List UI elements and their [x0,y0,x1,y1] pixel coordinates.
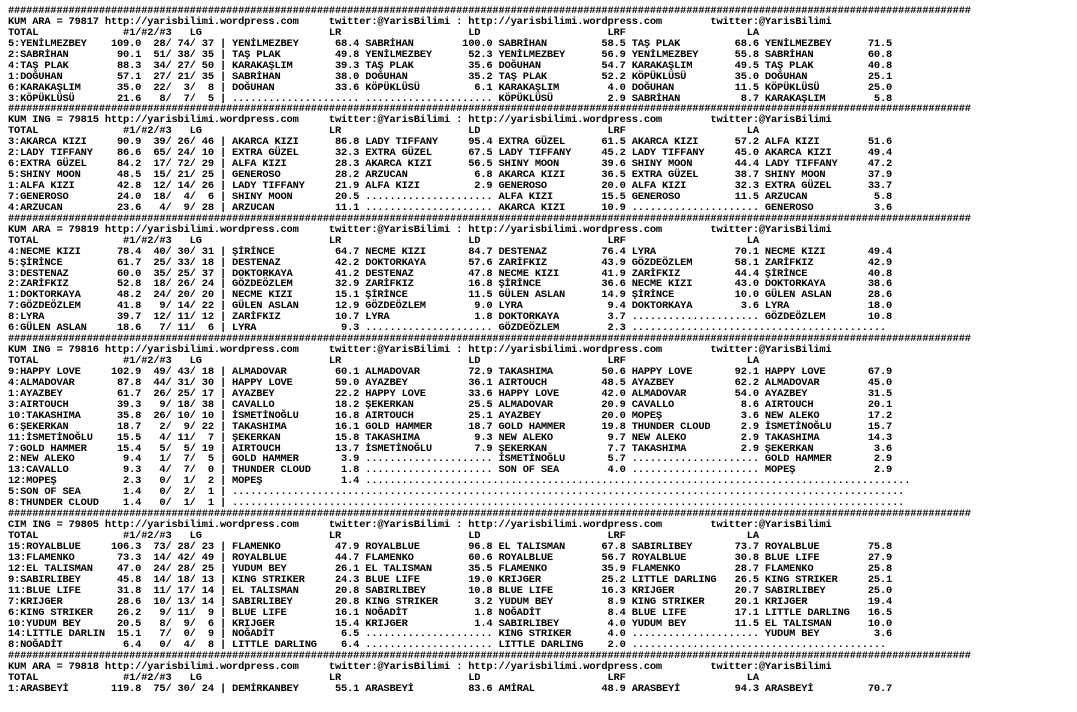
table-row: 1:DOĞUHAN 57.1 27/ 21/ 35 | SABRİHAN 38.0 DOĞUHAN 35.2 TAŞ PLAK 52.2 KÖPÜKLÜSÜ 35.0 DOĞUHAN 25.1 [8,70,893,83]
table-row: 4:ALMADOVAR 87.8 44/ 31/ 30 | HAPPY LOVE 59.0 AYAZBEY 36.1 AIRTOUCH 48.5 AYAZBEY 62.2 ALMADOVAR 45.0 [8,376,893,389]
table-row: 3:DESTENAZ 60.0 35/ 25/ 37 | DOKTORKAYA 41.2 DESTENAZ 47.8 NECME KIZI 41.9 ZARİFKIZ 44.4 ŞİRİNCE 40.8 [8,267,893,280]
table-row: 7:GENEROSO 24.0 18/ 4/ 6 | SHINY MOON 20.5 ..................... ALFA KIZI 15.5 GENEROSO 11.5 ARZUCAN 5.8 [8,190,893,203]
table-row: 5:SON OF SEA 1.4 0/ 2/ 1 | ............................................................................................................... [8,486,905,499]
column-header-line: TOTAL #1/#2/#3 LG LR LD LRF LA [8,26,759,39]
table-row: 13:CAVALLO 9.3 4/ 7/ 0 | THUNDER CLOUD 1.8 ..................... SON OF SEA 4.0 ..................... MOPEŞ 2.9 [8,464,893,477]
table-row: 6:GÜLEN ASLAN 18.6 7/ 11/ 6 | LYRA 9.3 ..................... GÖZDEÖZLEM 2.3 .......................................... [8,322,887,335]
table-row: 6:KARAKAŞLIM 35.0 22/ 3/ 8 | DOĞUHAN 33.6 KÖPÜKLÜSÜ 6.1 KARAKAŞLIM 4.0 DOĞUHAN 11.5 KÖPÜKLÜSÜ 25.0 [8,81,893,94]
race-header-line: KUM ING = 79815 http://yarisbilimi.wordpress.com twitter:@YarisBilimi : http://yarisbilimi.wordpress.com twitter:@YarisBilimi [8,114,832,127]
table-row: 1:ARASBEYİ 119.8 75/ 30/ 24 | DEMİRKANBEY 55.1 ARASBEYİ 83.6 AMİRAL 48.9 ARASBEYİ 94.3 ARASBEYİ 70.7 [8,683,893,696]
separator-line: ############################################################################################################################################################### [8,508,971,521]
table-row: 5:ŞİRİNCE 61.7 25/ 33/ 18 | DESTENAZ 42.2 DOKTORKAYA 57.6 ZARİFKIZ 43.9 GÖZDEÖZLEM 58.1 ZARİFKIZ 42.9 [8,256,893,269]
table-row: 1:ALFA KIZI 42.8 12/ 14/ 26 | LADY TIFFANY 21.9 ALFA KIZI 2.9 GENEROSO 20.0 ALFA KIZI 32.3 EXTRA GÜZEL 33.7 [8,180,893,192]
table-row: 7:KRIJGER 28.6 10/ 13/ 14 | SABIRLIBEY 20.8 KING STRIKER 3.2 YUDUM BEY 8.9 KING STRIKER 20.1 KRIJGER 19.4 [8,595,893,608]
table-row: 3:AIRTOUCH 39.3 9/ 18/ 38 | CAVALLO 18.2 ŞEKERKAN 25.5 ALMADOVAR 20.9 CAVALLO 8.6 AIRTOUCH 20.1 [8,398,893,411]
separator-line: ############################################################################################################################################################### [8,650,971,663]
table-row: 3:AKARCA KIZI 90.9 39/ 26/ 46 | AKARCA KIZI 86.8 LADY TIFFANY 95.4 EXTRA GÜZEL 61.5 AKARCA KIZI 57.2 ALFA KIZI 51.6 [8,136,893,149]
table-row: 2:ZARİFKIZ 52.8 18/ 26/ 24 | GÖZDEÖZLEM 32.9 ZARİFKIZ 16.8 ŞİRİNCE 36.6 NECME KIZI 43.0 DOKTORKAYA 38.6 [8,278,893,291]
table-row: 6:EXTRA GÜZEL 84.2 17/ 72/ 29 | ALFA KIZI 28.3 AKARCA KIZI 56.5 SHINY MOON 39.6 SHINY MOON 44.4 LADY TIFFANY 47.2 [8,158,893,171]
race-header-line: KUM ING = 79816 http://yarisbilimi.wordpress.com twitter:@YarisBilimi : http://yarisbilimi.wordpress.com twitter:@YarisBilimi [8,344,832,357]
table-row: 4:TAŞ PLAK 88.3 34/ 27/ 50 | KARAKAŞLIM 39.3 TAŞ PLAK 35.6 DOĞUHAN 54.7 KARAKAŞLIM 49.5 TAŞ PLAK 40.8 [8,59,893,72]
table-row: 6:KING STRIKER 26.2 9/ 11/ 9 | BLUE LIFE 16.1 NOĞADİT 1.8 NOĞADİT 8.4 BLUE LIFE 17.1 LITTLE DARLING 16.5 [8,606,893,619]
column-header-line: TOTAL #1/#2/#3 LG LR LD LRF LA [8,355,759,367]
table-row: 10:TAKASHIMA 35.8 26/ 10/ 10 | İSMETİNOĞLU 16.8 AIRTOUCH 25.1 AYAZBEY 20.0 MOPEŞ 3.6 NEW ALEKO 17.2 [8,409,893,422]
table-row: 5:YENİLMEZBEY 109.0 28/ 74/ 37 | YENİLMEZBEY 68.4 SABRİHAN 100.0 SABRİHAN 58.5 TAŞ PLAK 68.6 YENİLMEZBEY 71.5 [8,37,893,50]
table-row: 13:FLAMENKO 73.3 14/ 42/ 49 | ROYALBLUE 44.7 FLAMENKO 60.6 ROYALBLUE 56.7 ROYALBLUE 30.8 BLUE LIFE 27.9 [8,551,893,564]
race-header-line: CIM ING = 79805 http://yarisbilimi.wordpress.com twitter:@YarisBilimi : http://yarisbilimi.wordpress.com twitter:@YarisBilimi [8,519,832,532]
separator-line: ############################################################################################################################################################### [8,5,971,17]
table-row: 11:BLUE LIFE 31.8 11/ 17/ 14 | EL TALISMAN 20.8 SABIRLIBEY 10.8 BLUE LIFE 16.3 KRIJGER 20.7 SABIRLIBEY 25.0 [8,584,893,597]
table-row: 4:ARZUCAN 23.6 4/ 9/ 28 | ARZUCAN 11.1 ..................... AKARCA KIZI 10.9 ..................... GENEROSO 3.6 [8,201,893,214]
table-row: 6:ŞEKERKAN 18.7 2/ 9/ 22 | TAKASHIMA 16.1 GOLD HAMMER 18.7 GOLD HAMMER 19.8 THUNDER CLOUD 2.9 İSMETİNOĞLU 15.7 [8,420,893,433]
table-row: 8:THUNDER CLOUD 1.4 0/ 1/ 1 | ............................................................................................................... [8,497,905,510]
separator-line: ############################################################################################################################################################### [8,212,971,225]
table-row: 7:GOLD HAMMER 15.4 5/ 5/ 19 | AIRTOUCH 13.7 İSMETİNOĞLU 7.9 ŞEKERKAN 7.7 TAKASHIMA 2.9 ŞEKERKAN 3.6 [8,442,893,455]
separator-line: ############################################################################################################################################################### [8,103,971,116]
table-row: 12:MOPEŞ 2.3 0/ 1/ 2 | MOPEŞ 1.4 .......................................................................................... [8,475,911,488]
table-row: 8:NOĞADİT 6.4 0/ 4/ 8 | LITTLE DARLING 6.4 ..................... LITTLE DARLING 2.0 .......................................... [8,639,887,652]
table-row: 1:DOKTORKAYA 48.2 24/ 20/ 20 | NECME KIZI 15.1 ŞİRİNCE 11.5 GÜLEN ASLAN 14.9 ŞİRİNCE 10.0 GÜLEN ASLAN 28.6 [8,289,893,302]
table-row: 9:SABIRLIBEY 45.8 14/ 18/ 13 | KING STRIKER 24.3 BLUE LIFE 19.0 KRIJGER 25.2 LITTLE DARLING 26.5 KING STRIKER 25.1 [8,573,893,586]
column-header-line: TOTAL #1/#2/#3 LG LR LD LRF LA [8,530,759,542]
separator-line: ############################################################################################################################################################### [8,333,971,346]
race-header-line: KUM ARA = 79817 http://yarisbilimi.wordpress.com twitter:@YarisBilimi : http://yarisbilimi.wordpress.com twitter:@YarisBilimi [8,15,832,28]
race-header-line: KUM ARA = 79819 http://yarisbilimi.wordpress.com twitter:@YarisBilimi : http://yarisbilimi.wordpress.com twitter:@YarisBilimi [8,223,832,236]
table-row: 7:GÖZDEÖZLEM 41.8 9/ 14/ 22 | GÜLEN ASLAN 12.9 GÖZDEÖZLEM 9.0 LYRA 9.4 DOKTORKAYA 3.6 LYRA 18.0 [8,300,893,313]
table-row: 2:SABRİHAN 90.1 51/ 38/ 35 | TAŞ PLAK 49.8 YENİLMEZBEY 52.3 YENİLMEZBEY 56.9 YENİLMEZBEY 55.8 SABRİHAN 60.8 [8,48,893,61]
table-row: 15:ROYALBLUE 106.3 73/ 28/ 23 | FLAMENKO 47.9 ROYALBLUE 96.8 EL TALISMAN 67.8 SABIRLIBEY 73.7 ROYALBLUE 75.8 [8,540,893,553]
table-row: 1:AYAZBEY 61.7 26/ 25/ 17 | AYAZBEY 22.2 HAPPY LOVE 33.6 HAPPY LOVE 42.0 ALMADOVAR 54.0 AYAZBEY 31.5 [8,387,893,400]
table-row: 11:İSMETİNOĞLU 15.5 4/ 11/ 7 | ŞEKERKAN 15.8 TAKASHIMA 9.3 NEW ALEKO 9.7 NEW ALEKO 2.9 TAKASHIMA 14.3 [8,431,893,444]
table-row: 8:LYRA 39.7 12/ 11/ 12 | ZARİFKIZ 10.7 LYRA 1.8 DOKTORKAYA 3.7 ..................... GÖZDEÖZLEM 10.8 [8,311,893,324]
race-header-line: KUM ARA = 79818 http://yarisbilimi.wordpress.com twitter:@YarisBilimi : http://yarisbilimi.wordpress.com twitter:@YarisBilimi [8,661,832,674]
table-row: 14:LITTLE DARLIN 15.1 7/ 0/ 9 | NOĞADİT 6.5 ..................... KING STRIKER 4.0 ..................... YUDUM BEY 3.6 [8,628,893,641]
table-row: 2:NEW ALEKO 9.4 1/ 7/ 5 | GOLD HAMMER 3.9 ..................... İSMETİNOĞLU 5.7 ..................... GOLD HAMMER 2.9 [8,453,893,466]
table-row: 12:EL TALISMAN 47.0 24/ 28/ 25 | YUDUM BEY 26.1 EL TALISMAN 35.5 FLAMENKO 35.9 FLAMENKO 28.7 FLAMENKO 25.8 [8,562,893,575]
table-row: 10:YUDUM BEY 20.5 8/ 9/ 6 | KRIJGER 15.4 KRIJGER 1.4 SABIRLIBEY 4.0 YUDUM BEY 11.5 EL TALISMAN 10.0 [8,617,893,630]
column-header-line: TOTAL #1/#2/#3 LG LR LD LRF LA [8,234,759,247]
table-row: 3:KÖPÜKLÜSÜ 21.6 8/ 7/ 5 | ..................... ..................... KÖPÜKLÜSÜ 2.9 SABRİHAN 8.7 KARAKAŞLIM 5.8 [8,92,893,105]
column-header-line: TOTAL #1/#2/#3 LG LR LD LRF LA [8,125,759,138]
table-row: 2:LADY TIFFANY 86.6 65/ 24/ 10 | EXTRA GÜZEL 32.3 EXTRA GÜZEL 67.5 LADY TIFFANY 45.2 LADY TIFFANY 45.0 AKARCA KIZI 49.4 [8,147,893,160]
table-row: 9:HAPPY LOVE 102.9 49/ 43/ 18 | ALMADOVAR 60.1 ALMADOVAR 72.9 TAKASHIMA 50.6 HAPPY LOVE 92.1 HAPPY LOVE 67.9 [8,365,893,378]
table-row: 5:SHINY MOON 48.5 15/ 21/ 25 | GENEROSO 28.2 ARZUCAN 6.8 AKARCA KIZI 36.5 EXTRA GÜZEL 38.7 SHINY MOON 37.9 [8,169,893,182]
table-row: 4:NECME KIZI 78.4 40/ 30/ 31 | ŞİRİNCE 64.7 NECME KIZI 84.7 DESTENAZ 76.4 LYRA 70.1 NECME KIZI 49.4 [8,245,893,258]
column-header-line: TOTAL #1/#2/#3 LG LR LD LRF LA [8,672,759,685]
